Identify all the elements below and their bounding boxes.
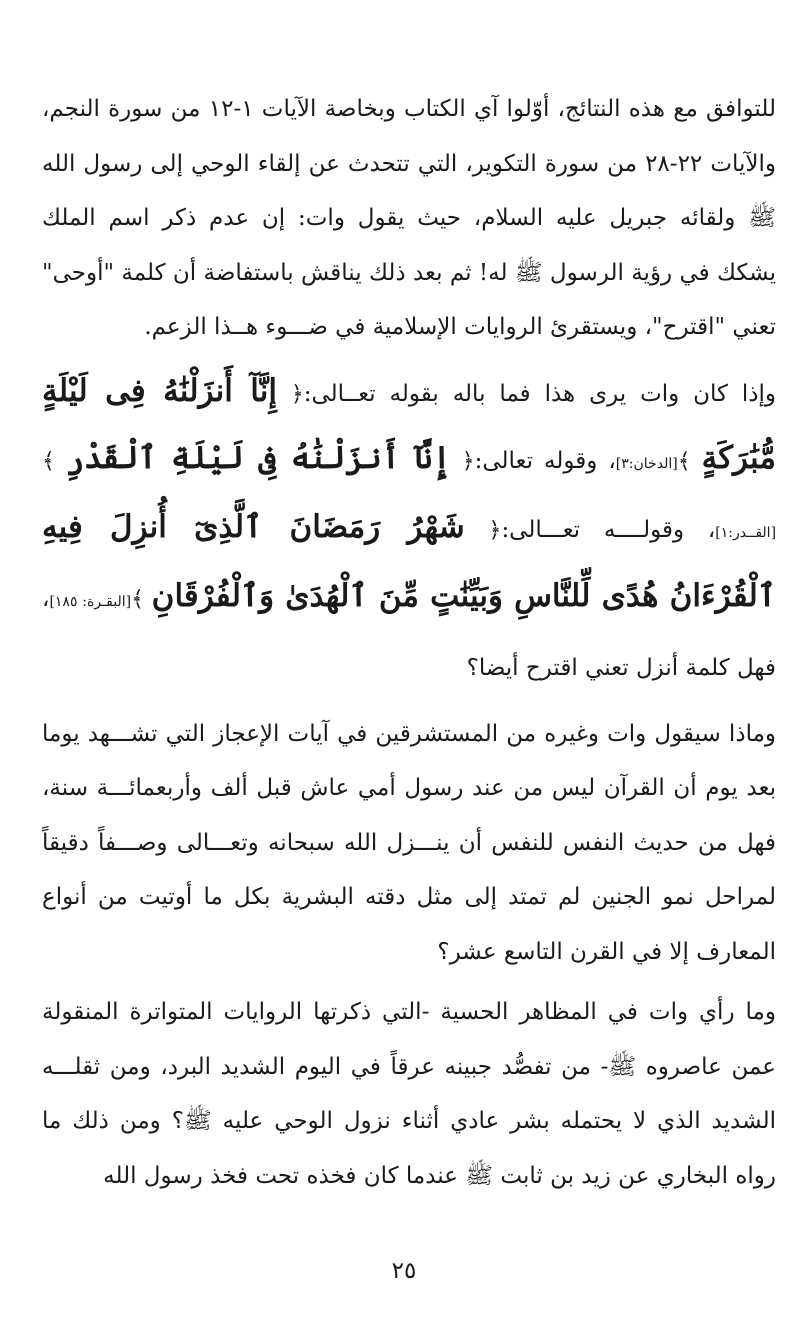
quran-verse-dukhan: إِنَّآ أَنزَلْنَٰهُ فِى لَيْلَةٍ مُّبَٰرَكَةٍ xyxy=(42,372,777,476)
quran-verse-baqarah: شَهْرُ رَمَضَانَ ٱلَّذِىٓ أُنزِلَ فِيهِ ٱلْقُرْءَانُ هُدًى لِّلنَّاسِ وَبَيِّنَٰتٍ مِّنَ ٱلْهُدَىٰ وَٱلْفُرْقَانِ xyxy=(42,508,776,614)
verse-reference-qadr: [القــدر:١] xyxy=(715,524,777,541)
verse-connector-text: ، وقوله تعالى: xyxy=(474,447,616,474)
ornate-bracket-open: ﴿ xyxy=(488,517,502,543)
ornate-bracket-close: ﴾ xyxy=(131,586,144,612)
ornate-bracket-close: ﴾ xyxy=(42,448,55,474)
verse-reference-baqarah: [البقـرة: ١٨٥] xyxy=(49,593,132,610)
paragraph-scientific-miracles: وماذا سيقول وات وغيره من المستشرقين في آيات الإعجاز التي تشـــهد يوما بعد يوم أن القرآن ليس من عند رسول أمي عاش قبل ألف وأربعمائـــة سنة، فهل من حديث النفس للنفس أن ينـــزل الله سبحانه وتعـــالى وصـــفاً دقيقاً لمراحل نمو الجنين لم تمتد إلى مثل دقته البشرية بكل ما أوتيت من أنواع المعارف إلا في القرن التاسع عشر؟ xyxy=(42,720,776,965)
paragraph-watt-interpretation: للتوافق مع هذه النتائج، أوّلوا آي الكتاب وبخاصة الآيات ١-١٢ من سورة النجم، والآيات ٢٢-٢٨ من سورة التكوير، التي تتحدث عن إلقاء الوحي إلى رسول الله ﷺ ولقائه جبريل عليه السلام، حيث يقول وات: إن عدم ذكر اسم الملك يشكك في رؤية الرسول ﷺ له! ثم بعد ذلك يناقش باستفاضة أن كلمة "أوحى" تعني "اقترح"، ويستقرئ الروايات الإسلامية في ضـــوء هــذا الزعم. xyxy=(42,96,776,340)
quran-verse-qadr: إِنَّآ أَنزَلْنَٰهُ فِى لَيْلَةِ ٱلْقَدْرِ xyxy=(65,439,451,476)
verse-outro-text: ، فهل كلمة أنزل تعني اقترح أيضا؟ xyxy=(42,585,776,681)
ornate-bracket-open: ﴿ xyxy=(290,381,304,407)
ornate-bracket-open: ﴿ xyxy=(461,448,475,474)
verse-connector-text: ، وقولــــه تعـــالى: xyxy=(501,516,716,543)
page-number: ٢٥ xyxy=(391,1258,417,1284)
paragraph-physical-signs: وما رأي وات في المظاهر الحسية -التي ذكرتها الروايات المتواترة المنقولة عمن عاصروه ﷺ- من تفصُّد جبينه عرقاً في اليوم الشديد البرد، ومن ثقلـــه الشديد الذي لا يحتمله بشر عادي أثناء نزول الوحي عليه ﷺ؟ ومن ذلك ما رواه البخاري عن زيد بن ثابت ﷺ عندما كان فخذه تحت فخذ رسول الله xyxy=(42,999,776,1189)
ornate-bracket-close: ﴾ xyxy=(677,448,691,474)
paragraph-revelation-verses xyxy=(42,361,776,701)
verse-intro-text: وإذا كان وات يرى هذا فما باله بقوله تعــالى: xyxy=(303,380,777,407)
verse-reference-dukhan: [الدخان:٣] xyxy=(615,455,678,472)
